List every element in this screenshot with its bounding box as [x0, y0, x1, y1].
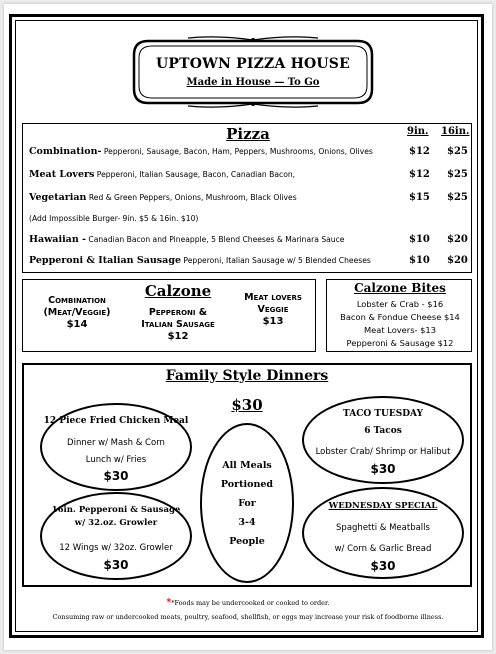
pizza-item-name: Vegetarian [29, 192, 87, 203]
pizza-item-price-small: $15 [409, 192, 430, 203]
calzone-bites-title: Calzone Bites [354, 281, 446, 295]
chicken-meal-title: 12 Piece Fried Chicken Meal [43, 416, 189, 426]
bites-item: Lobster & Crab - $16 [356, 299, 444, 309]
wednesday-special-line1: Spaghetti & Meatballs [336, 523, 430, 533]
undercooked-note-text: *Foods may be undercooked or cooked to order. [171, 599, 330, 607]
portion-line5: People [229, 536, 265, 547]
asterisk-icon: * [166, 598, 172, 608]
portion-line2: Portioned [220, 479, 274, 490]
chicken-meal-price: $30 [103, 469, 129, 483]
growler-combo-oval [40, 492, 192, 580]
undercooked-note [0, 598, 496, 608]
bites-item: Meat Lovers- $13 [363, 325, 436, 335]
pizza-item-price-large: $25 [447, 146, 468, 157]
chicken-meal-line1: Dinner w/ Mash & Corn [67, 438, 165, 448]
calzone-section [22, 279, 316, 352]
col-large-header: 16in. [441, 126, 470, 137]
calzone-item [27, 295, 127, 331]
calzone-bites-section [326, 279, 472, 352]
header-banner [128, 35, 378, 109]
calzone-item [123, 307, 233, 343]
pizza-item-name: Meat Lovers [29, 169, 95, 180]
pizza-item-desc: Pepperoni, Italian Sausage, Bacon, Canadian Bacon, [94, 170, 296, 179]
pizza-item-name: Combination- [29, 146, 102, 157]
pizza-title: Pizza [226, 125, 270, 143]
family-dinners-title: Family Style Dinners [165, 368, 329, 384]
pizza-item [29, 255, 469, 271]
pizza-item [29, 146, 469, 162]
bites-item: Bacon & Fondue Cheese $14 [340, 312, 460, 322]
pizza-section [22, 123, 472, 273]
pizza-addon-text: (Add Impossible Burger- 9in. $5 & 16in. $10) [29, 214, 199, 223]
taco-tuesday-title: TACO TUESDAY [343, 409, 423, 419]
pizza-item-desc: Pepperoni, Italian Sausage w/ 5 Blended Cheeses [181, 256, 371, 265]
calzone-item-price: $12 [167, 331, 189, 342]
pizza-item-desc: Pepperoni, Sausage, Bacon, Ham, Peppers, Mushrooms, Onions, Olives [101, 147, 373, 156]
wednesday-special-price: $30 [370, 559, 396, 573]
col-small-header: 9in. [407, 126, 429, 137]
pizza-item-name: Hawaiian - [29, 234, 86, 245]
pizza-item-price-small: $10 [409, 234, 430, 245]
restaurant-name: UPTOWN PIZZA HOUSE [155, 56, 350, 72]
pizza-item-price-large: $20 [447, 234, 468, 245]
growler-combo-line1: 12 Wings w/ 32oz. Growler [59, 543, 173, 553]
wednesday-special-oval [302, 487, 464, 579]
pizza-item-price-small: $12 [409, 169, 430, 180]
pizza-item [29, 169, 469, 185]
pizza-addon-note [29, 214, 469, 230]
pizza-item [29, 234, 469, 250]
calzone-item-line1: Combination [48, 295, 106, 306]
bites-item: Pepperoni & Sausage $12 [346, 338, 454, 348]
pizza-item-price-small: $10 [409, 255, 430, 266]
calzone-item-line2: Italian Sausage [141, 319, 215, 330]
growler-combo-price: $30 [103, 558, 129, 572]
portion-line1: All Meals [222, 460, 272, 471]
banner-ornament-icon [128, 35, 378, 109]
calzone-item [229, 292, 317, 328]
calzone-item-line2: (Meat/Veggie) [43, 307, 111, 318]
pizza-item-price-small: $12 [409, 146, 430, 157]
pizza-item-desc: Canadian Bacon and Pineapple, 5 Blend Cheeses & Marinara Sauce [86, 235, 345, 244]
calzone-item-line1: Pepperoni & [148, 307, 208, 318]
pizza-item-desc: Red & Green Peppers, Onions, Mushroom, Black Olives [86, 193, 297, 202]
wednesday-special-title: WEDNESDAY SPECIAL [328, 501, 438, 511]
taco-tuesday-oval [302, 396, 464, 484]
pizza-item-price-large: $25 [447, 169, 468, 180]
portion-line3: For [238, 498, 256, 509]
portion-info-oval [200, 423, 294, 583]
portion-line4: 3-4 [238, 517, 256, 528]
taco-tuesday-price: $30 [370, 462, 396, 476]
calzone-item-line2: Veggie [257, 304, 289, 315]
pizza-item-price-large: $20 [447, 255, 468, 266]
wednesday-special-line2: w/ Corn & Garlic Bread [334, 544, 432, 554]
taco-tuesday-line2: Lobster Crab/ Shrimp or Halibut [315, 447, 451, 457]
food-safety-warning: Consuming raw or undercooked meats, poultry, seafood, shellfish, or eggs may increase your risk of foodborne illness. [52, 613, 444, 621]
family-dinners-section [22, 363, 472, 587]
calzone-item-line1: Meat lovers [244, 292, 302, 303]
pizza-item [29, 192, 469, 208]
pizza-item-price-large: $25 [447, 192, 468, 203]
family-dinners-price: $30 [231, 396, 263, 414]
calzone-item-price: $14 [66, 319, 88, 330]
calzone-title: Calzone [144, 282, 212, 300]
calzone-item-price: $13 [262, 316, 284, 327]
pizza-item-name: Pepperoni & Italian Sausage [29, 255, 181, 266]
growler-combo-title1: 16in. Pepperoni & Sausage [51, 505, 181, 515]
growler-combo-title2: w/ 32.oz. Growler [74, 518, 158, 528]
restaurant-tagline: Made in House — To Go [186, 77, 320, 88]
chicken-meal-oval [40, 403, 192, 491]
taco-tuesday-line1: 6 Tacos [364, 426, 402, 436]
chicken-meal-line2: Lunch w/ Fries [85, 455, 147, 465]
